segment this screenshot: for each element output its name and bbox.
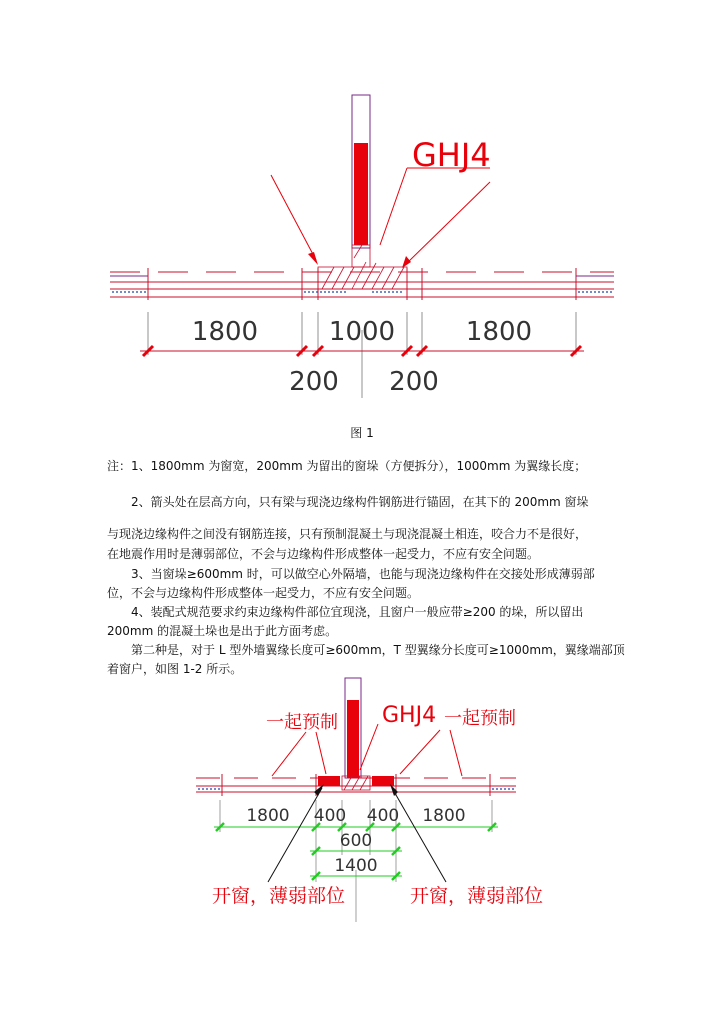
dim-200-left: 200 [289,367,339,397]
note-1: 注：1、1800mm 为窗宽，200mm 为留出的窗垛（方便拆分），1000mm 为翼缘长度； [107,459,587,473]
note-2-line2: 与现浇边缘构件之间没有钢筋连接，只有预制混凝土与现浇混凝土相连，咬合力不是很好， [107,527,588,541]
note-5-line1: 第二种是，对于 L 型外墙翼缘长度可≥600mm，T 型翼缘分长度可≥1000mm，翼缘端部顶 [131,643,625,657]
fig2-ghj4-label: GHJ4 [382,703,437,728]
note-5-line2: 着窗户，如图 1-2 所示。 [107,662,243,676]
note-2-line1: 2、箭头处在层高方向，只有梁与现浇边缘构件钢筋进行锚固，在其下的 200mm 窗垛 [131,495,589,509]
fig2-weak-left: 开窗，薄弱部位 [212,885,346,907]
fig2-dim-1400: 1400 [334,856,378,876]
arrow-head-right [402,256,411,268]
ghj4-leaders [271,168,490,266]
fig2-note-left: 一起预制 [266,712,338,733]
fig2-stem-red [347,700,359,778]
note-4-line1: 4、装配式规范要求约束边缘构件部位宜现浇，且窗户一般应带≥200 的垛，所以留出 [131,605,584,619]
fig2-ghj4-leader [360,724,378,770]
figure-2-drawing [0,670,724,930]
column-stem-red [354,143,368,245]
figure1-ghj4-label: GHJ4 [412,136,491,174]
arrow-head-left [308,252,318,265]
fig2-dim-400-left: 400 [313,806,347,826]
dim-200-right: 200 [389,367,439,397]
note-3-line1: 3、当窗垛≥600mm 时，可以做空心外隔墙，也能与现浇边缘构件在交接处形成薄弱部 [131,567,595,581]
dim-1000: 1000 [328,317,396,347]
fig2-dim-400-right: 400 [366,806,400,826]
figure-1-caption: 图 1 [350,426,374,440]
fig2-dim-1800-right: 1800 [422,806,466,826]
note-2-line3: 在地震作用时是薄弱部位，不会与边缘构件形成整体一起受力，不应有安全问题。 [107,547,540,561]
fig2-dim-600: 600 [339,831,373,851]
fig2-note-right: 一起预制 [444,708,516,729]
fig2-dim-1800-left: 1800 [246,806,290,826]
dim-1800-right: 1800 [465,317,533,347]
dim-1800-left: 1800 [191,317,259,347]
figure-1-drawing [0,0,724,410]
wall-lines [110,268,614,300]
note-3-line2: 位，不会与边缘构件形成整体一起受力，不应有安全问题。 [107,586,420,600]
fig2-weak-right: 开窗，薄弱部位 [410,885,544,907]
note-4-line2: 200mm 的混凝土垛也是出于此方面考虑。 [107,624,338,638]
